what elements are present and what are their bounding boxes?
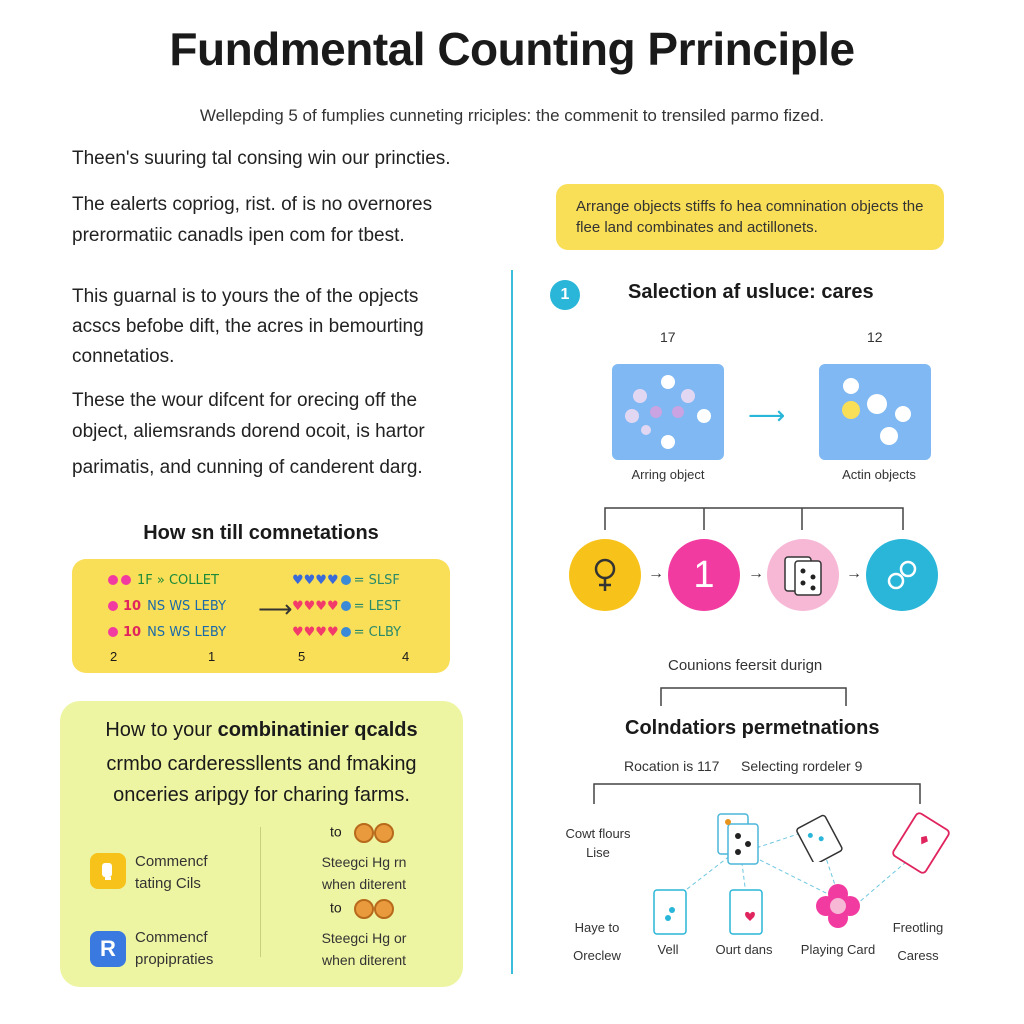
grouped-dots-icon xyxy=(819,364,931,460)
card-icon xyxy=(728,888,764,936)
item-1-right-to: to xyxy=(330,823,342,840)
example-box xyxy=(72,559,450,673)
example-row-2-result: = LEST xyxy=(353,599,401,614)
label-top-left-line-1: Cowt flours xyxy=(565,826,631,841)
arrange-objects-box xyxy=(612,364,724,460)
item-2-line-2: propipraties xyxy=(135,951,214,968)
item-2-label xyxy=(135,927,213,971)
divider xyxy=(260,827,261,957)
paragraph-4-line-3: parimatis, and cunning of canderent darg. xyxy=(72,457,423,478)
arrow-right-icon: ⟶ xyxy=(258,596,293,623)
note-box: Arrange objects stiffs fo hea comnination objects the flee land combinates and actillonets. xyxy=(556,184,944,250)
paragraph-4-line-1: These the wour difcent for orecing off the xyxy=(72,390,418,411)
arrow-right-icon: → xyxy=(748,565,764,582)
item-2-right-label xyxy=(304,927,424,971)
example-row-2-left xyxy=(108,599,226,614)
item-1-right-line-2: when diterent xyxy=(321,876,407,892)
card-tilted-2 xyxy=(888,808,954,883)
clover-icon xyxy=(812,880,864,932)
item-2-line-1: Commencf xyxy=(135,929,208,946)
combination-box xyxy=(60,701,463,987)
example-row-3-text: NS WS LEBY xyxy=(147,625,227,640)
example-row-2-right xyxy=(292,599,400,614)
caption-action: Actin objects xyxy=(842,467,916,482)
example-footer-4: 4 xyxy=(402,649,410,664)
coin-icon xyxy=(374,823,394,843)
arrow-right-icon: ⟶ xyxy=(748,400,786,430)
item-1-right-top xyxy=(330,823,394,843)
count-right: 12 xyxy=(867,329,883,345)
cards-circle xyxy=(767,539,839,611)
number-circle: 1 xyxy=(668,539,740,611)
card-stack-icon xyxy=(716,812,762,868)
paragraph-2-line-1: The ealerts copriog, rist. of is no overnores xyxy=(72,194,433,215)
example-footer-3: 5 xyxy=(298,649,306,664)
paragraph-3-line-3: connetatios. xyxy=(72,346,175,367)
label-b1-line-2: Oreclew xyxy=(573,948,621,963)
link-circle xyxy=(866,539,938,611)
pink-hearts-icon: ♥♥♥♥ xyxy=(292,625,339,640)
pink-dot-icon xyxy=(108,575,118,585)
coin-icon xyxy=(354,899,374,919)
label-b2: Vell xyxy=(657,942,679,957)
card-small-1 xyxy=(652,888,688,941)
page-title: Fundmental Counting Prrinciple xyxy=(169,23,855,75)
item-1-label xyxy=(135,851,208,895)
label-top-left-line-2: Lise xyxy=(586,845,610,860)
paragraph-3-line-2: acscs befobe dift, the acres in bemourting xyxy=(72,316,424,337)
column-divider xyxy=(511,270,513,974)
female-symbol-circle xyxy=(569,539,641,611)
combination-heading-plain: How to your xyxy=(105,719,218,741)
blue-dot-icon xyxy=(341,627,351,637)
label-b3: Ourt dans xyxy=(715,942,773,957)
lightbulb-icon xyxy=(90,853,126,889)
paragraph-4-line-2: object, aliemsrands dorend ocoit, is hartor xyxy=(72,421,425,442)
link-icon xyxy=(882,555,922,595)
coin-icon xyxy=(354,823,374,843)
label-top-left xyxy=(562,824,634,862)
example-row-2-num: 10 xyxy=(123,599,142,614)
combination-line-1: crmbo carderessllents and fmaking xyxy=(106,753,417,775)
item-1-line-2: tating Cils xyxy=(135,875,201,892)
example-row-3-right xyxy=(292,625,401,640)
step-badge: 1 xyxy=(550,280,580,310)
example-footer-2: 1 xyxy=(208,649,216,664)
coin-icon xyxy=(374,899,394,919)
item-2-right-line-2: when diterent xyxy=(321,952,407,968)
small-bracket xyxy=(658,686,850,708)
blue-hearts-icon: ♥♥♥♥ xyxy=(292,573,339,588)
playing-cards-icon xyxy=(779,553,827,597)
combination-heading xyxy=(60,719,463,742)
r-icon: R xyxy=(90,931,126,967)
example-row-3-num: 10 xyxy=(123,625,142,640)
item-2-right-top xyxy=(330,899,394,919)
step-title: Salection af usluce: cares xyxy=(628,281,874,303)
pink-dot-icon xyxy=(121,575,131,585)
label-b1 xyxy=(562,914,632,970)
example-row-1-right xyxy=(292,573,400,588)
paragraph-3-line-1: This guarnal is to yours the of the opjects xyxy=(72,286,419,307)
blue-dot-icon xyxy=(341,601,351,611)
item-1-line-1: Commencf xyxy=(135,853,208,870)
label-b4: Playing Card xyxy=(800,942,876,957)
pink-dot-icon xyxy=(108,601,118,611)
paragraph-2-line-2: prerormatiic canadls ipen com for tbest. xyxy=(72,225,405,246)
label-b5 xyxy=(884,914,952,970)
card-icon xyxy=(652,888,688,936)
tilted-card-icon xyxy=(888,808,954,878)
blue-dot-icon xyxy=(341,575,351,585)
example-row-3-left xyxy=(108,625,226,640)
section-title: Colndatiors permetnations xyxy=(625,717,880,739)
count-left: 17 xyxy=(660,329,676,345)
label-b5-line-1: Freotling xyxy=(892,920,944,935)
card-small-2 xyxy=(728,888,764,941)
arrow-right-icon: → xyxy=(648,565,664,582)
example-row-1-text: 1F » COLLET xyxy=(137,573,219,588)
example-row-1-left xyxy=(108,573,219,588)
example-row-2-text: NS WS LEBY xyxy=(147,599,227,614)
pink-dot-icon xyxy=(108,627,118,637)
item-2-right-to: to xyxy=(330,899,342,916)
example-footer-1: 2 xyxy=(110,649,118,664)
combination-line-2: onceries aripgy for charing farms. xyxy=(113,784,410,806)
combination-heading-bold: combinatinier qcalds xyxy=(217,719,418,741)
arrow-right-icon: → xyxy=(846,565,862,582)
example-heading: How sn till comnetations xyxy=(143,522,379,544)
item-1-right-line-1: Steegci Hg rn xyxy=(321,854,407,870)
card-stack-top xyxy=(716,812,762,873)
flow-caption: Counions feersit durign xyxy=(668,657,823,674)
rotation-label: Rocation is 117 xyxy=(624,758,720,774)
scattered-dots-icon xyxy=(612,364,724,460)
action-objects-box xyxy=(819,364,931,460)
example-row-3-result: = CLBY xyxy=(353,625,402,640)
selecting-label: Selecting rordeler 9 xyxy=(741,758,863,774)
label-b5-line-2: Caress xyxy=(897,948,939,963)
bracket-connector xyxy=(600,506,910,532)
female-symbol-icon xyxy=(587,555,623,595)
example-row-1-result: = SLSF xyxy=(353,573,400,588)
card-tilted-1 xyxy=(790,812,846,867)
page-subtitle: Wellepding 5 of fumplies cunneting rriciples: the commenit to trensiled parmo fized. xyxy=(199,106,825,125)
label-b1-line-1: Haye to xyxy=(574,920,620,935)
intro-paragraph: Theen's suuring tal consing win our princties. xyxy=(72,148,451,169)
caption-arrange: Arring object xyxy=(631,467,705,482)
pink-hearts-icon: ♥♥♥♥ xyxy=(292,599,339,614)
item-2-right-line-1: Steegci Hg or xyxy=(321,930,407,946)
clover-card xyxy=(812,880,864,937)
item-1-right-label xyxy=(304,851,424,895)
tilted-card-icon xyxy=(790,812,846,862)
